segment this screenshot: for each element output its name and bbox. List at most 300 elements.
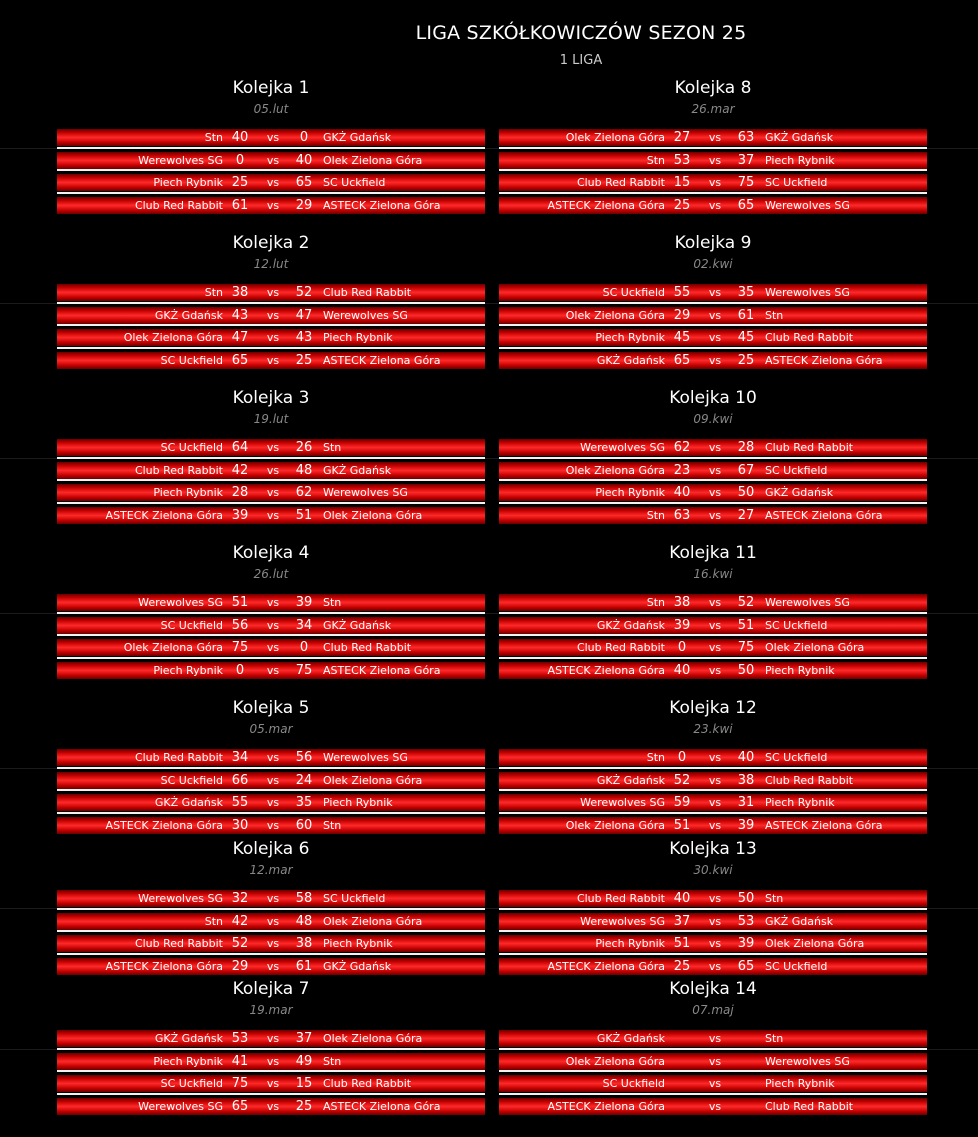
match-separator — [57, 634, 485, 636]
match-row — [499, 284, 927, 301]
home-team: GKŻ Gdańsk — [154, 1032, 223, 1045]
match-separator — [499, 612, 927, 614]
home-score: 52 — [231, 936, 249, 952]
vs-label: vs — [266, 331, 280, 345]
match-separator — [499, 908, 927, 910]
away-team: GKŻ Gdańsk — [765, 131, 834, 144]
away-team: GKŻ Gdańsk — [323, 618, 392, 632]
vs-label: vs — [266, 509, 280, 523]
match-row — [57, 1098, 485, 1115]
match-separator — [499, 302, 927, 304]
away-team: Werewolves SG — [323, 486, 408, 500]
home-team: ASTECK Zielona Góra — [105, 960, 223, 974]
match-row — [57, 617, 485, 634]
away-team: Club Red Rabbit — [323, 1077, 412, 1091]
vs-label: vs — [266, 176, 280, 190]
away-score: 75 — [737, 640, 755, 656]
match-separator — [57, 657, 485, 659]
home-score: 65 — [231, 353, 249, 369]
match-separator — [57, 1048, 485, 1050]
match-row — [499, 817, 927, 834]
home-team: Stn — [646, 153, 665, 167]
away-score: 35 — [295, 795, 313, 811]
away-team: Piech Rybnik — [765, 664, 835, 678]
vs-label: vs — [708, 509, 722, 523]
home-score: 38 — [673, 595, 691, 610]
away-score: 48 — [295, 913, 313, 929]
match-row — [57, 1053, 485, 1070]
match-row — [499, 749, 927, 766]
vs-label: vs — [708, 596, 722, 609]
home-team: Club Red Rabbit — [134, 751, 223, 764]
match-separator — [57, 908, 485, 910]
away-team: Werewolves SG — [765, 199, 850, 213]
match-row — [499, 662, 927, 679]
round-6 — [57, 839, 485, 989]
home-team: ASTECK Zielona Góra — [547, 1100, 665, 1114]
away-score: 29 — [295, 198, 313, 214]
match-separator — [57, 953, 485, 955]
home-score: 42 — [231, 462, 249, 478]
round-11 — [499, 543, 927, 693]
away-team: Club Red Rabbit — [765, 773, 854, 787]
away-team: Club Red Rabbit — [323, 286, 412, 299]
match-separator — [499, 479, 927, 481]
match-row — [499, 935, 927, 952]
match-row — [57, 935, 485, 952]
home-team: SC Uckfield — [602, 1077, 665, 1091]
vs-label: vs — [266, 153, 280, 167]
match-separator — [499, 324, 927, 326]
home-team: SC Uckfield — [160, 618, 223, 632]
away-score: 50 — [737, 891, 755, 906]
vs-label: vs — [708, 773, 722, 787]
match-row — [57, 197, 485, 214]
match-row — [57, 352, 485, 369]
match-row — [57, 507, 485, 524]
away-team: SC Uckfield — [765, 960, 828, 974]
away-team: ASTECK Zielona Góra — [765, 819, 883, 833]
away-team: GKŻ Gdańsk — [323, 131, 392, 144]
home-score: 34 — [231, 750, 249, 765]
home-team: SC Uckfield — [160, 354, 223, 368]
home-score: 23 — [673, 462, 691, 478]
home-score: 53 — [231, 1031, 249, 1046]
vs-label: vs — [708, 486, 722, 500]
round-2 — [57, 233, 485, 383]
vs-label: vs — [708, 892, 722, 905]
match-row — [57, 462, 485, 479]
home-score: 51 — [231, 595, 249, 610]
round-title: Kolejka 7 — [232, 979, 310, 999]
vs-label: vs — [708, 286, 722, 299]
home-team: Werewolves SG — [580, 441, 665, 454]
vs-label: vs — [708, 796, 722, 810]
home-score: 25 — [231, 175, 249, 191]
vs-label: vs — [708, 153, 722, 167]
match-separator — [499, 1048, 927, 1050]
round-date: 26.mar — [691, 102, 735, 116]
match-separator — [57, 1093, 485, 1095]
home-score: 45 — [673, 330, 691, 346]
home-score: 0 — [677, 750, 687, 765]
away-score: 26 — [295, 440, 313, 455]
away-score: 48 — [295, 462, 313, 478]
away-score: 49 — [295, 1053, 313, 1069]
away-team: GKŻ Gdańsk — [323, 960, 392, 974]
match-row — [57, 1030, 485, 1047]
match-separator — [499, 657, 927, 659]
vs-label: vs — [266, 751, 280, 764]
round-title: Kolejka 1 — [232, 78, 310, 98]
round-title: Kolejka 2 — [232, 233, 310, 253]
away-team: GKŻ Gdańsk — [765, 914, 834, 928]
round-13 — [499, 839, 927, 989]
away-score: 34 — [295, 617, 313, 633]
away-team: Olek Zielona Góra — [323, 153, 423, 167]
home-team: Club Red Rabbit — [576, 892, 665, 905]
vs-label: vs — [708, 914, 722, 928]
away-score: 31 — [737, 795, 755, 811]
match-row — [499, 129, 927, 146]
match-row — [57, 890, 485, 907]
home-score: 25 — [673, 198, 691, 214]
away-score: 0 — [299, 640, 309, 656]
away-score: 52 — [737, 595, 755, 610]
match-row — [499, 352, 927, 369]
match-row — [57, 329, 485, 346]
home-team: Club Red Rabbit — [134, 199, 223, 213]
away-team: Club Red Rabbit — [765, 1100, 854, 1114]
home-team: Stn — [204, 286, 223, 299]
away-score: 27 — [737, 508, 755, 524]
round-date: 12.lut — [253, 257, 289, 271]
home-team: Stn — [204, 914, 223, 928]
match-separator — [57, 479, 485, 481]
match-row — [499, 174, 927, 191]
away-team: SC Uckfield — [765, 463, 828, 477]
home-score: 39 — [231, 508, 249, 524]
home-team: Olek Zielona Góra — [565, 463, 665, 477]
home-team: Olek Zielona Góra — [565, 1054, 665, 1068]
match-separator — [499, 1070, 927, 1072]
match-row — [499, 1075, 927, 1092]
away-team: Piech Rybnik — [765, 1077, 835, 1091]
round-date: 16.kwi — [693, 567, 733, 581]
home-score: 51 — [673, 818, 691, 834]
home-score: 29 — [673, 307, 691, 323]
away-team: ASTECK Zielona Góra — [765, 509, 883, 523]
away-team: Piech Rybnik — [765, 153, 835, 167]
match-row — [57, 152, 485, 169]
away-team: Olek Zielona Góra — [323, 509, 423, 523]
away-team: SC Uckfield — [765, 618, 828, 632]
vs-label: vs — [266, 1032, 280, 1045]
home-score: 40 — [673, 891, 691, 906]
away-team: ASTECK Zielona Góra — [323, 664, 441, 678]
home-score: 55 — [673, 285, 691, 300]
away-score: 37 — [737, 152, 755, 168]
vs-label: vs — [708, 960, 722, 974]
round-date: 19.lut — [253, 412, 289, 426]
away-team: Olek Zielona Góra — [323, 914, 423, 928]
home-score: 75 — [231, 1076, 249, 1092]
vs-label: vs — [708, 331, 722, 345]
round-title: Kolejka 4 — [232, 543, 310, 563]
vs-label: vs — [266, 463, 280, 477]
round-title: Kolejka 9 — [674, 233, 752, 253]
home-score: 59 — [673, 795, 691, 811]
match-row — [499, 507, 927, 524]
away-score: 50 — [737, 663, 755, 679]
away-score: 24 — [295, 772, 313, 788]
match-row — [499, 307, 927, 324]
vs-label: vs — [266, 486, 280, 500]
vs-label: vs — [266, 1054, 280, 1068]
round-date: 07.maj — [692, 1003, 734, 1017]
home-team: Piech Rybnik — [153, 1054, 223, 1068]
home-score: 39 — [673, 617, 691, 633]
home-team: SC Uckfield — [160, 1077, 223, 1091]
round-date: 26.lut — [253, 567, 289, 581]
away-score: 63 — [737, 130, 755, 145]
vs-label: vs — [708, 1077, 722, 1091]
away-team: Olek Zielona Góra — [765, 937, 865, 951]
away-score: 61 — [737, 307, 755, 323]
round-date: 09.kwi — [693, 412, 733, 426]
home-team: Werewolves SG — [138, 153, 223, 167]
league-subtitle: 1 LIGA — [559, 53, 603, 68]
away-score: 15 — [295, 1076, 313, 1092]
match-row — [499, 1098, 927, 1115]
home-score: 64 — [231, 440, 249, 455]
home-team: GKŻ Gdańsk — [596, 773, 665, 787]
away-team: ASTECK Zielona Góra — [323, 199, 441, 213]
match-row — [57, 749, 485, 766]
match-row — [57, 958, 485, 975]
match-separator — [499, 347, 927, 349]
match-row — [499, 329, 927, 346]
match-separator — [57, 789, 485, 791]
round-date: 05.mar — [249, 722, 293, 736]
away-team: Stn — [323, 441, 342, 454]
away-score: 45 — [737, 330, 755, 346]
away-score: 25 — [295, 353, 313, 369]
home-score: 25 — [673, 959, 691, 975]
match-row — [57, 284, 485, 301]
vs-label: vs — [266, 664, 280, 678]
match-separator — [57, 930, 485, 932]
home-score: 66 — [231, 772, 249, 788]
match-separator — [499, 930, 927, 932]
round-date: 02.kwi — [693, 257, 733, 271]
away-team: Club Red Rabbit — [765, 331, 854, 345]
away-score: 38 — [737, 772, 755, 788]
home-team: Stn — [204, 131, 223, 144]
away-score: 47 — [295, 307, 313, 323]
away-score: 0 — [299, 130, 309, 145]
round-3 — [57, 388, 485, 538]
vs-label: vs — [266, 1077, 280, 1091]
home-team: ASTECK Zielona Góra — [547, 664, 665, 678]
away-score: 65 — [295, 175, 313, 191]
match-row — [499, 152, 927, 169]
round-title: Kolejka 11 — [669, 543, 757, 563]
away-team: Stn — [765, 892, 784, 905]
vs-label: vs — [266, 354, 280, 368]
away-score: 52 — [295, 285, 313, 300]
home-team: Piech Rybnik — [595, 937, 665, 951]
match-separator — [57, 302, 485, 304]
match-separator — [499, 634, 927, 636]
match-row — [57, 817, 485, 834]
round-date: 12.mar — [249, 863, 293, 877]
home-team: ASTECK Zielona Góra — [547, 960, 665, 974]
away-team: Club Red Rabbit — [323, 641, 412, 655]
home-team: Club Red Rabbit — [134, 937, 223, 951]
away-team: ASTECK Zielona Góra — [765, 354, 883, 368]
away-score: 51 — [295, 508, 313, 524]
home-score: 61 — [231, 198, 249, 214]
home-team: SC Uckfield — [160, 441, 223, 454]
vs-label: vs — [266, 596, 280, 609]
match-row — [499, 594, 927, 611]
away-score: 67 — [737, 462, 755, 478]
match-row — [57, 174, 485, 191]
vs-label: vs — [266, 618, 280, 632]
home-score: 0 — [677, 640, 687, 656]
home-score: 41 — [231, 1053, 249, 1069]
away-score: 56 — [295, 750, 313, 765]
match-row — [499, 1053, 927, 1070]
match-separator — [57, 147, 485, 149]
home-team: Stn — [646, 596, 665, 609]
away-score: 25 — [737, 353, 755, 369]
match-separator — [499, 502, 927, 504]
home-score: 43 — [231, 307, 249, 323]
vs-label: vs — [266, 131, 280, 144]
home-score: 32 — [231, 891, 249, 906]
match-separator — [499, 169, 927, 171]
home-score: 27 — [673, 130, 691, 145]
match-row — [499, 639, 927, 656]
match-row — [499, 958, 927, 975]
home-score: 56 — [231, 617, 249, 633]
away-score: 39 — [737, 818, 755, 834]
vs-label: vs — [708, 641, 722, 655]
home-team: GKŻ Gdańsk — [596, 354, 665, 368]
vs-label: vs — [266, 960, 280, 974]
home-team: GKŻ Gdańsk — [154, 308, 223, 322]
away-team: Stn — [765, 308, 784, 322]
vs-label: vs — [708, 664, 722, 678]
home-score: 52 — [673, 772, 691, 788]
match-separator — [57, 347, 485, 349]
away-score: 40 — [295, 152, 313, 168]
vs-label: vs — [708, 176, 722, 190]
match-separator — [499, 953, 927, 955]
home-score: 75 — [231, 640, 249, 656]
vs-label: vs — [266, 199, 280, 213]
away-team: Stn — [323, 596, 342, 609]
home-score: 38 — [231, 285, 249, 300]
match-separator — [57, 767, 485, 769]
home-score: 37 — [673, 913, 691, 929]
vs-label: vs — [266, 641, 280, 655]
home-score: 47 — [231, 330, 249, 346]
home-team: Piech Rybnik — [595, 331, 665, 345]
match-separator — [57, 502, 485, 504]
home-team: GKŻ Gdańsk — [596, 618, 665, 632]
round-1 — [57, 78, 485, 228]
home-team: ASTECK Zielona Góra — [105, 819, 223, 833]
vs-label: vs — [708, 308, 722, 322]
round-date: 30.kwi — [693, 863, 733, 877]
vs-label: vs — [708, 441, 722, 454]
home-team: Werewolves SG — [138, 1100, 223, 1114]
away-team: Werewolves SG — [323, 308, 408, 322]
vs-label: vs — [708, 937, 722, 951]
home-team: Club Red Rabbit — [134, 463, 223, 477]
away-team: SC Uckfield — [765, 176, 828, 190]
round-title: Kolejka 13 — [669, 839, 757, 859]
away-score: 40 — [737, 750, 755, 765]
match-separator — [499, 789, 927, 791]
away-score: 37 — [295, 1031, 313, 1046]
away-team: ASTECK Zielona Góra — [323, 1100, 441, 1114]
round-title: Kolejka 6 — [232, 839, 310, 859]
away-score: 38 — [295, 936, 313, 952]
page-title: LIGA SZKÓŁKOWICZÓW SEZON 25 — [415, 22, 747, 44]
away-team: Stn — [765, 1032, 784, 1045]
round-10 — [499, 388, 927, 538]
away-score: 60 — [295, 818, 313, 834]
away-team: Werewolves SG — [323, 751, 408, 764]
match-separator — [499, 812, 927, 814]
away-score: 28 — [737, 440, 755, 455]
away-team: Club Red Rabbit — [765, 441, 854, 454]
vs-label: vs — [266, 937, 280, 951]
match-row — [57, 594, 485, 611]
away-team: SC Uckfield — [323, 176, 386, 190]
home-score: 51 — [673, 936, 691, 952]
match-row — [499, 890, 927, 907]
away-team: Olek Zielona Góra — [323, 773, 423, 787]
home-team: Werewolves SG — [580, 796, 665, 810]
home-team: GKŻ Gdańsk — [596, 1032, 665, 1045]
vs-label: vs — [708, 618, 722, 632]
match-row — [57, 913, 485, 930]
vs-label: vs — [708, 463, 722, 477]
home-team: ASTECK Zielona Góra — [105, 509, 223, 523]
vs-label: vs — [266, 819, 280, 833]
away-team: Olek Zielona Góra — [323, 1032, 423, 1045]
home-team: Piech Rybnik — [595, 486, 665, 500]
home-team: Olek Zielona Góra — [123, 641, 223, 655]
away-team: GKŻ Gdańsk — [323, 463, 392, 477]
vs-label: vs — [708, 819, 722, 833]
vs-label: vs — [266, 1100, 280, 1114]
home-score: 30 — [231, 818, 249, 834]
vs-label: vs — [708, 131, 722, 144]
away-score: 58 — [295, 891, 313, 906]
match-row — [57, 639, 485, 656]
round-7 — [57, 979, 485, 1129]
away-team: SC Uckfield — [323, 892, 386, 905]
home-team: Club Red Rabbit — [576, 176, 665, 190]
match-separator — [57, 192, 485, 194]
vs-label: vs — [266, 892, 280, 905]
